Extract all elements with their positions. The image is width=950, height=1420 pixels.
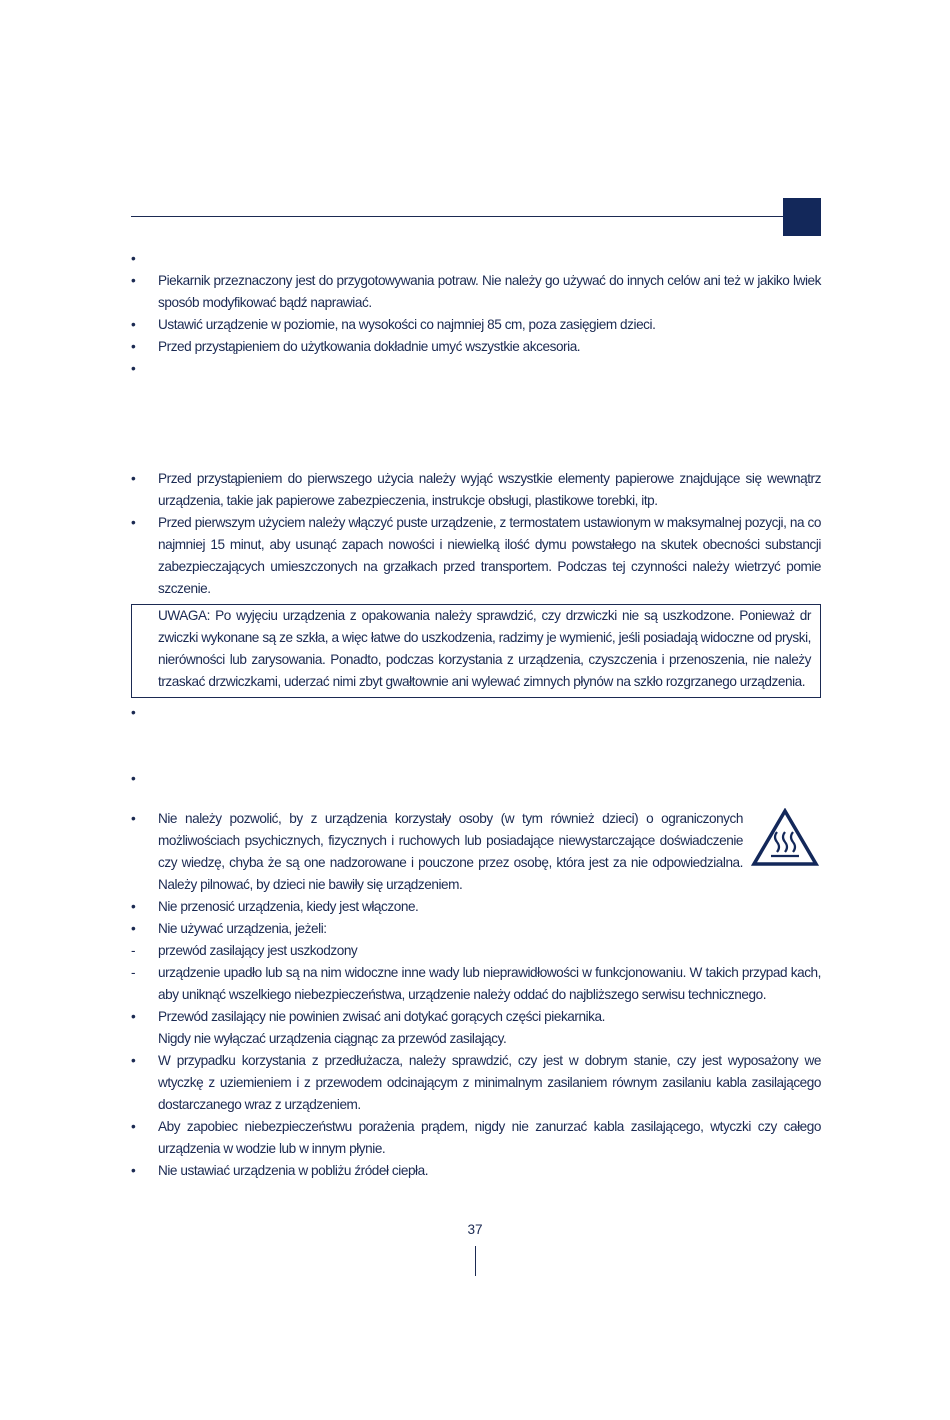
- header-rule: [131, 216, 783, 217]
- section-spacer: [131, 790, 821, 808]
- list-item-text: Nie należy pozwolić, by z urządzenia korzystały osoby (w tym również dzieci) o ograniczonych możliwościach psychicznych, fizycznych i ruchowych lub posiadające niewystarczające doświadczenie czy wiedzę, chyba że są one nadzorowane i pouczone przez osobę, która jest za nie odpowiedzialna. Należy pilnować, by dzieci nie bawiły się urządzeniem.: [158, 811, 743, 892]
- list-item: [131, 336, 821, 358]
- list-item: [131, 358, 821, 380]
- list-item: [131, 808, 821, 896]
- list-item-text: Aby zapobiec niebezpieczeństwu porażenia prądem, nigdy nie zanurzać kabla zasilającego, wtyczki czy całego urządzenia w wodzie lub w innym płynie.: [158, 1119, 821, 1156]
- footer-rule: [475, 1246, 476, 1276]
- section-spacer: [131, 724, 821, 768]
- list-item: [131, 1050, 821, 1116]
- list-bullet: •: [131, 471, 136, 486]
- list-dash: -: [131, 965, 136, 980]
- list-item-text: W przypadku korzystania z przedłużacza, należy sprawdzić, czy jest w dobrym stanie, czy jest wyposażony we wtyczkę z uziemieniem i z przewodem odcinającym z minimalnym zasilaniem równym zasilaniu kabla zasilającego dostarczanego wraz z urządzeniem.: [158, 1053, 821, 1112]
- list-item-text: Przed pierwszym użyciem należy włączyć puste urządzenie, z termostatem ustawionym w maksymalnej pozycji, na co najmniej 15 minut, aby usunąć zapach nowości i niewielką ilość dymu powstałego na skutek obecności substancji zabezpieczających umieszczonych na grzałkach przed transportem. Podczas tej czynności należy wietrzyć pomie szczenie.: [158, 515, 821, 596]
- list-bullet: •: [131, 1009, 136, 1024]
- list-bullet: •: [131, 317, 136, 332]
- list-item-text: urządzenie upadło lub są na nim widoczne inne wady lub nieprawidłowości w funkcjonowaniu. W takich przypad kach, aby uniknąć wszelkiego niebezpieczeństwa, urządzenie należy oddać do najbliższego serwisu technicznego.: [158, 965, 821, 1002]
- list-bullet: •: [131, 339, 136, 354]
- list-item: [131, 512, 821, 600]
- list-item: [131, 1160, 821, 1182]
- list-item-text: Przed przystąpieniem do pierwszego użycia należy wyjąć wszystkie elementy papierowe znajdujące się wewnątrz urządzenia, takie jak papierowe zabezpieczenia, instrukcje obsługi, plastikowe torebki, itp.: [158, 471, 821, 508]
- list-item: [131, 1006, 821, 1028]
- section-general-safety: [131, 248, 821, 380]
- list-bullet: •: [131, 705, 136, 720]
- list-item: [131, 918, 821, 940]
- list-bullet: •: [131, 1163, 136, 1178]
- list-item-text: Przewód zasilający nie powinien zwisać ani dotykać gorących części piekarnika.: [158, 1009, 605, 1024]
- list-item-text: Nigdy nie wyłączać urządzenia ciągnąc za przewód zasilający.: [158, 1031, 507, 1046]
- header-color-block: [783, 198, 821, 236]
- list-bullet: •: [131, 1119, 136, 1134]
- list-item: [131, 702, 821, 724]
- list-item-text: Ustawić urządzenie w poziomie, na wysokości co najmniej 85 cm, poza zasięgiem dzieci.: [158, 317, 656, 332]
- section-spacer: [131, 380, 821, 468]
- list-item-text: Przed przystąpieniem do użytkowania dokładnie umyć wszystkie akcesoria.: [158, 339, 581, 354]
- warning-text: UWAGA: Po wyjęciu urządzenia z opakowania należy sprawdzić, czy drzwiczki nie są uszkodzone. Ponieważ dr zwiczki wykonane są ze szkła, a więc łatwe do uszkodzenia, radzimy je wymienić, jeśli posiadają widoczne od pryski, nierówności lub zarysowania. Ponadto, podczas korzystania z urządzenia, czyszczenia i przenoszenia, nie należy trzaskać drzwiczkami, uderzać nimi zbyt gwałtownie ani wylewać zimnych płynów na szkło rozgrzanego urządzenia.: [158, 608, 811, 689]
- list-item: [131, 270, 821, 314]
- list-item: [131, 1116, 821, 1160]
- list-item: [131, 962, 821, 1006]
- list-bullet: •: [131, 811, 136, 826]
- list-item: [131, 940, 821, 962]
- list-bullet: •: [131, 273, 136, 288]
- list-item: [131, 896, 821, 918]
- list-bullet: •: [131, 771, 136, 786]
- list-bullet: •: [131, 361, 136, 376]
- list-item: [131, 768, 821, 790]
- list-item-text: Piekarnik przeznaczony jest do przygotowywania potraw. Nie należy go używać do innych celów ani też w jakiko lwiek sposób modyfikować bądź naprawiać.: [158, 273, 821, 310]
- list-bullet: •: [131, 515, 136, 530]
- page-number: 37: [467, 1222, 483, 1237]
- list-item: [131, 248, 821, 270]
- section-first-use: [131, 468, 821, 698]
- list-bullet: •: [131, 899, 136, 914]
- list-bullet: •: [131, 1053, 136, 1068]
- list-item-text: Nie używać urządzenia, jeżeli:: [158, 921, 327, 936]
- section-usage-safety: [131, 808, 821, 1182]
- list-bullet: •: [131, 251, 136, 266]
- list-item-text: Nie przenosić urządzenia, kiedy jest włączone.: [158, 899, 419, 914]
- warning-box: [131, 604, 821, 698]
- list-bullet: •: [131, 921, 136, 936]
- list-item: [131, 1028, 821, 1050]
- list-item: [131, 314, 821, 336]
- list-item-text: Nie ustawiać urządzenia w pobliżu źródeł ciepła.: [158, 1163, 429, 1178]
- list-item: [131, 468, 821, 512]
- page-content: [131, 248, 821, 1182]
- list-item-text: przewód zasilający jest uszkodzony: [158, 943, 358, 958]
- list-dash: -: [131, 943, 136, 958]
